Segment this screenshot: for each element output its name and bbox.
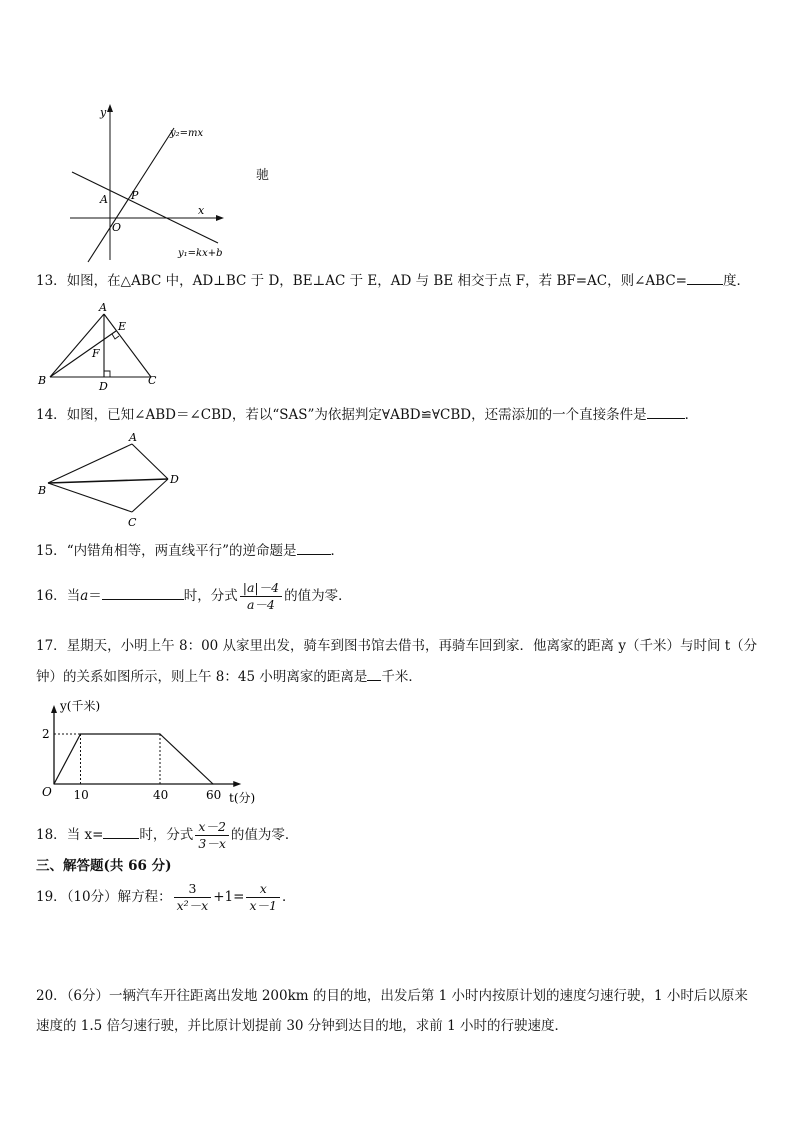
q19-frac2-numerator: x [246, 881, 280, 898]
line-y1 [72, 172, 218, 243]
q18-text-end: 的值为零． [230, 827, 299, 843]
q19-fraction-1 [174, 881, 212, 914]
q16-numerator: |a|－4 [240, 580, 282, 597]
q17-line1: 星期天，小明上午 8：00 从家里出发，骑车到图书馆去借书，再骑车回到家．他离家的距离 y（千米）与时间 t（分 [66, 638, 758, 654]
q14-text-end: ． [684, 407, 699, 423]
label-b: B [38, 484, 47, 497]
q18-answer-blank[interactable] [103, 824, 139, 839]
x-tick-label: 60 [206, 788, 222, 802]
q16-eq: ＝ [88, 588, 102, 604]
q16-text: 当 [66, 588, 81, 604]
y-axis-arrow [51, 705, 57, 713]
q16-var: a [80, 588, 89, 604]
question-17-line2 [36, 666, 422, 687]
series-segment-3 [160, 734, 213, 784]
y-axis-arrow [107, 104, 113, 112]
q19-frac2-denominator: x－1 [249, 898, 277, 913]
q16-answer-blank[interactable] [102, 585, 184, 600]
q15-answer-blank[interactable] [297, 540, 331, 555]
point-a-label: A [100, 193, 108, 206]
label-c: C [148, 374, 157, 387]
label-f: F [92, 347, 100, 360]
q13-answer-blank[interactable] [687, 270, 723, 285]
series-segment-1 [54, 734, 81, 784]
distance-time-chart [36, 696, 276, 808]
q19-end: ． [281, 889, 296, 905]
q20-line2: 速度的 1.5 倍匀速行驶，并比原计划提前 30 分钟到达目的地，求前 1 小时的行驶速度． [36, 1018, 568, 1034]
q16-fraction [240, 580, 282, 613]
question-20 [36, 986, 748, 1006]
line1-label: y₁=kx+b [178, 248, 223, 259]
question-18 [36, 815, 298, 855]
question-14 [36, 404, 698, 425]
q13-text-end: 度． [723, 273, 750, 289]
line2-label: y₂=mx [170, 128, 204, 139]
x-axis-label: x [198, 204, 205, 217]
question-15 [36, 540, 344, 561]
q14-answer-blank[interactable] [647, 404, 685, 419]
quadrilateral-figure [36, 430, 196, 530]
label-a: A [99, 301, 107, 314]
q17-answer-blank[interactable] [367, 666, 381, 681]
side-cd [132, 479, 168, 512]
data-point-4 [212, 783, 213, 784]
q16-text-end: 的值为零． [284, 588, 352, 604]
question-20-line2 [36, 1016, 568, 1036]
q19-frac1-denominator: x²－x [176, 898, 209, 913]
section-title: 三、解答题(共 66 分) [36, 858, 172, 874]
y-axis-title: y(千米) [60, 699, 101, 713]
y-tick-label: 2 [42, 727, 50, 741]
label-d: D [170, 473, 179, 486]
question-16 [36, 576, 352, 616]
q16-text-mid: 时，分式 [183, 588, 238, 604]
q19-number: 19． [36, 889, 67, 905]
q15-number: 15． [36, 543, 67, 559]
q20-number: 20． [36, 988, 67, 1004]
side-bc [48, 483, 132, 512]
q17-line2-end: 千米． [381, 669, 422, 685]
point-p-label: P [131, 189, 139, 202]
x-axis-arrow [216, 215, 224, 221]
x-axis-arrow [233, 781, 241, 787]
side-ba [48, 444, 132, 483]
q19-fraction-2 [246, 881, 280, 914]
label-d: D [99, 380, 108, 392]
label-a: A [129, 431, 137, 444]
q19-score: （10分） [66, 889, 118, 905]
right-angle-d [104, 371, 110, 377]
label-c: C [128, 516, 137, 529]
label-e: E [118, 320, 127, 333]
q18-number: 18． [36, 827, 67, 843]
q15-text-end: ． [330, 543, 344, 559]
q17-number: 17． [36, 638, 67, 654]
q13-text: 如图，在△ABC 中，AD⊥BC 于 D，BE⊥AC 于 E，AD 与 BE 相交于点 F，若 BF=AC，则∠ABC= [66, 273, 687, 289]
origin-label: O [42, 785, 52, 799]
q13-number: 13． [36, 273, 67, 289]
q14-number: 14． [36, 407, 67, 423]
q19-text: 解方程： [117, 889, 172, 905]
label-b: B [38, 374, 47, 387]
diagonal-bd [48, 479, 168, 483]
q18-text-mid: 时，分式 [139, 827, 194, 843]
q17-line2-text: 钟）的关系如图所示，则上午 8：45 小明离家的距离是 [36, 669, 368, 685]
q18-text: 当 x= [66, 827, 104, 843]
q19-plus: +1= [213, 889, 245, 905]
data-point-1 [53, 783, 54, 784]
q20-score: （6分） [66, 988, 110, 1004]
data-point-3 [159, 733, 160, 734]
right-angle-e [112, 334, 119, 339]
stray-char: 驰 [256, 168, 270, 183]
q19-frac1-numerator: 3 [174, 881, 212, 898]
triangle-abc-figure [36, 300, 166, 392]
y-axis-label: y [100, 106, 107, 119]
origin-label: O [112, 221, 122, 234]
question-13 [36, 270, 750, 291]
side-ac [104, 314, 151, 377]
q20-line1: 一辆汽车开往距离出发地 200km 的目的地，出发后第 1 小时内按原计划的速度匀速行驶，1 小时后以原来 [109, 988, 748, 1004]
q18-denominator: 3－x [198, 836, 226, 851]
q18-fraction [195, 819, 229, 852]
x-tick-label: 40 [153, 788, 169, 802]
q18-numerator: x－2 [195, 819, 229, 836]
question-19 [36, 877, 295, 917]
x-tick-label: 10 [73, 788, 89, 802]
side-ad [132, 444, 168, 479]
q16-denominator: a－4 [246, 597, 275, 612]
q15-text: “内错角相等，两直线平行”的逆命题是 [66, 543, 297, 559]
question-17 [36, 636, 757, 656]
x-axis-title: t(分) [229, 791, 256, 805]
q16-number: 16． [36, 588, 67, 604]
data-point-2 [80, 733, 81, 734]
q14-text: 如图，已知∠ABD＝∠CBD，若以“SAS”为依据判定∀ABD≌∀CBD，还需添加的一个直接条件是 [66, 407, 647, 423]
